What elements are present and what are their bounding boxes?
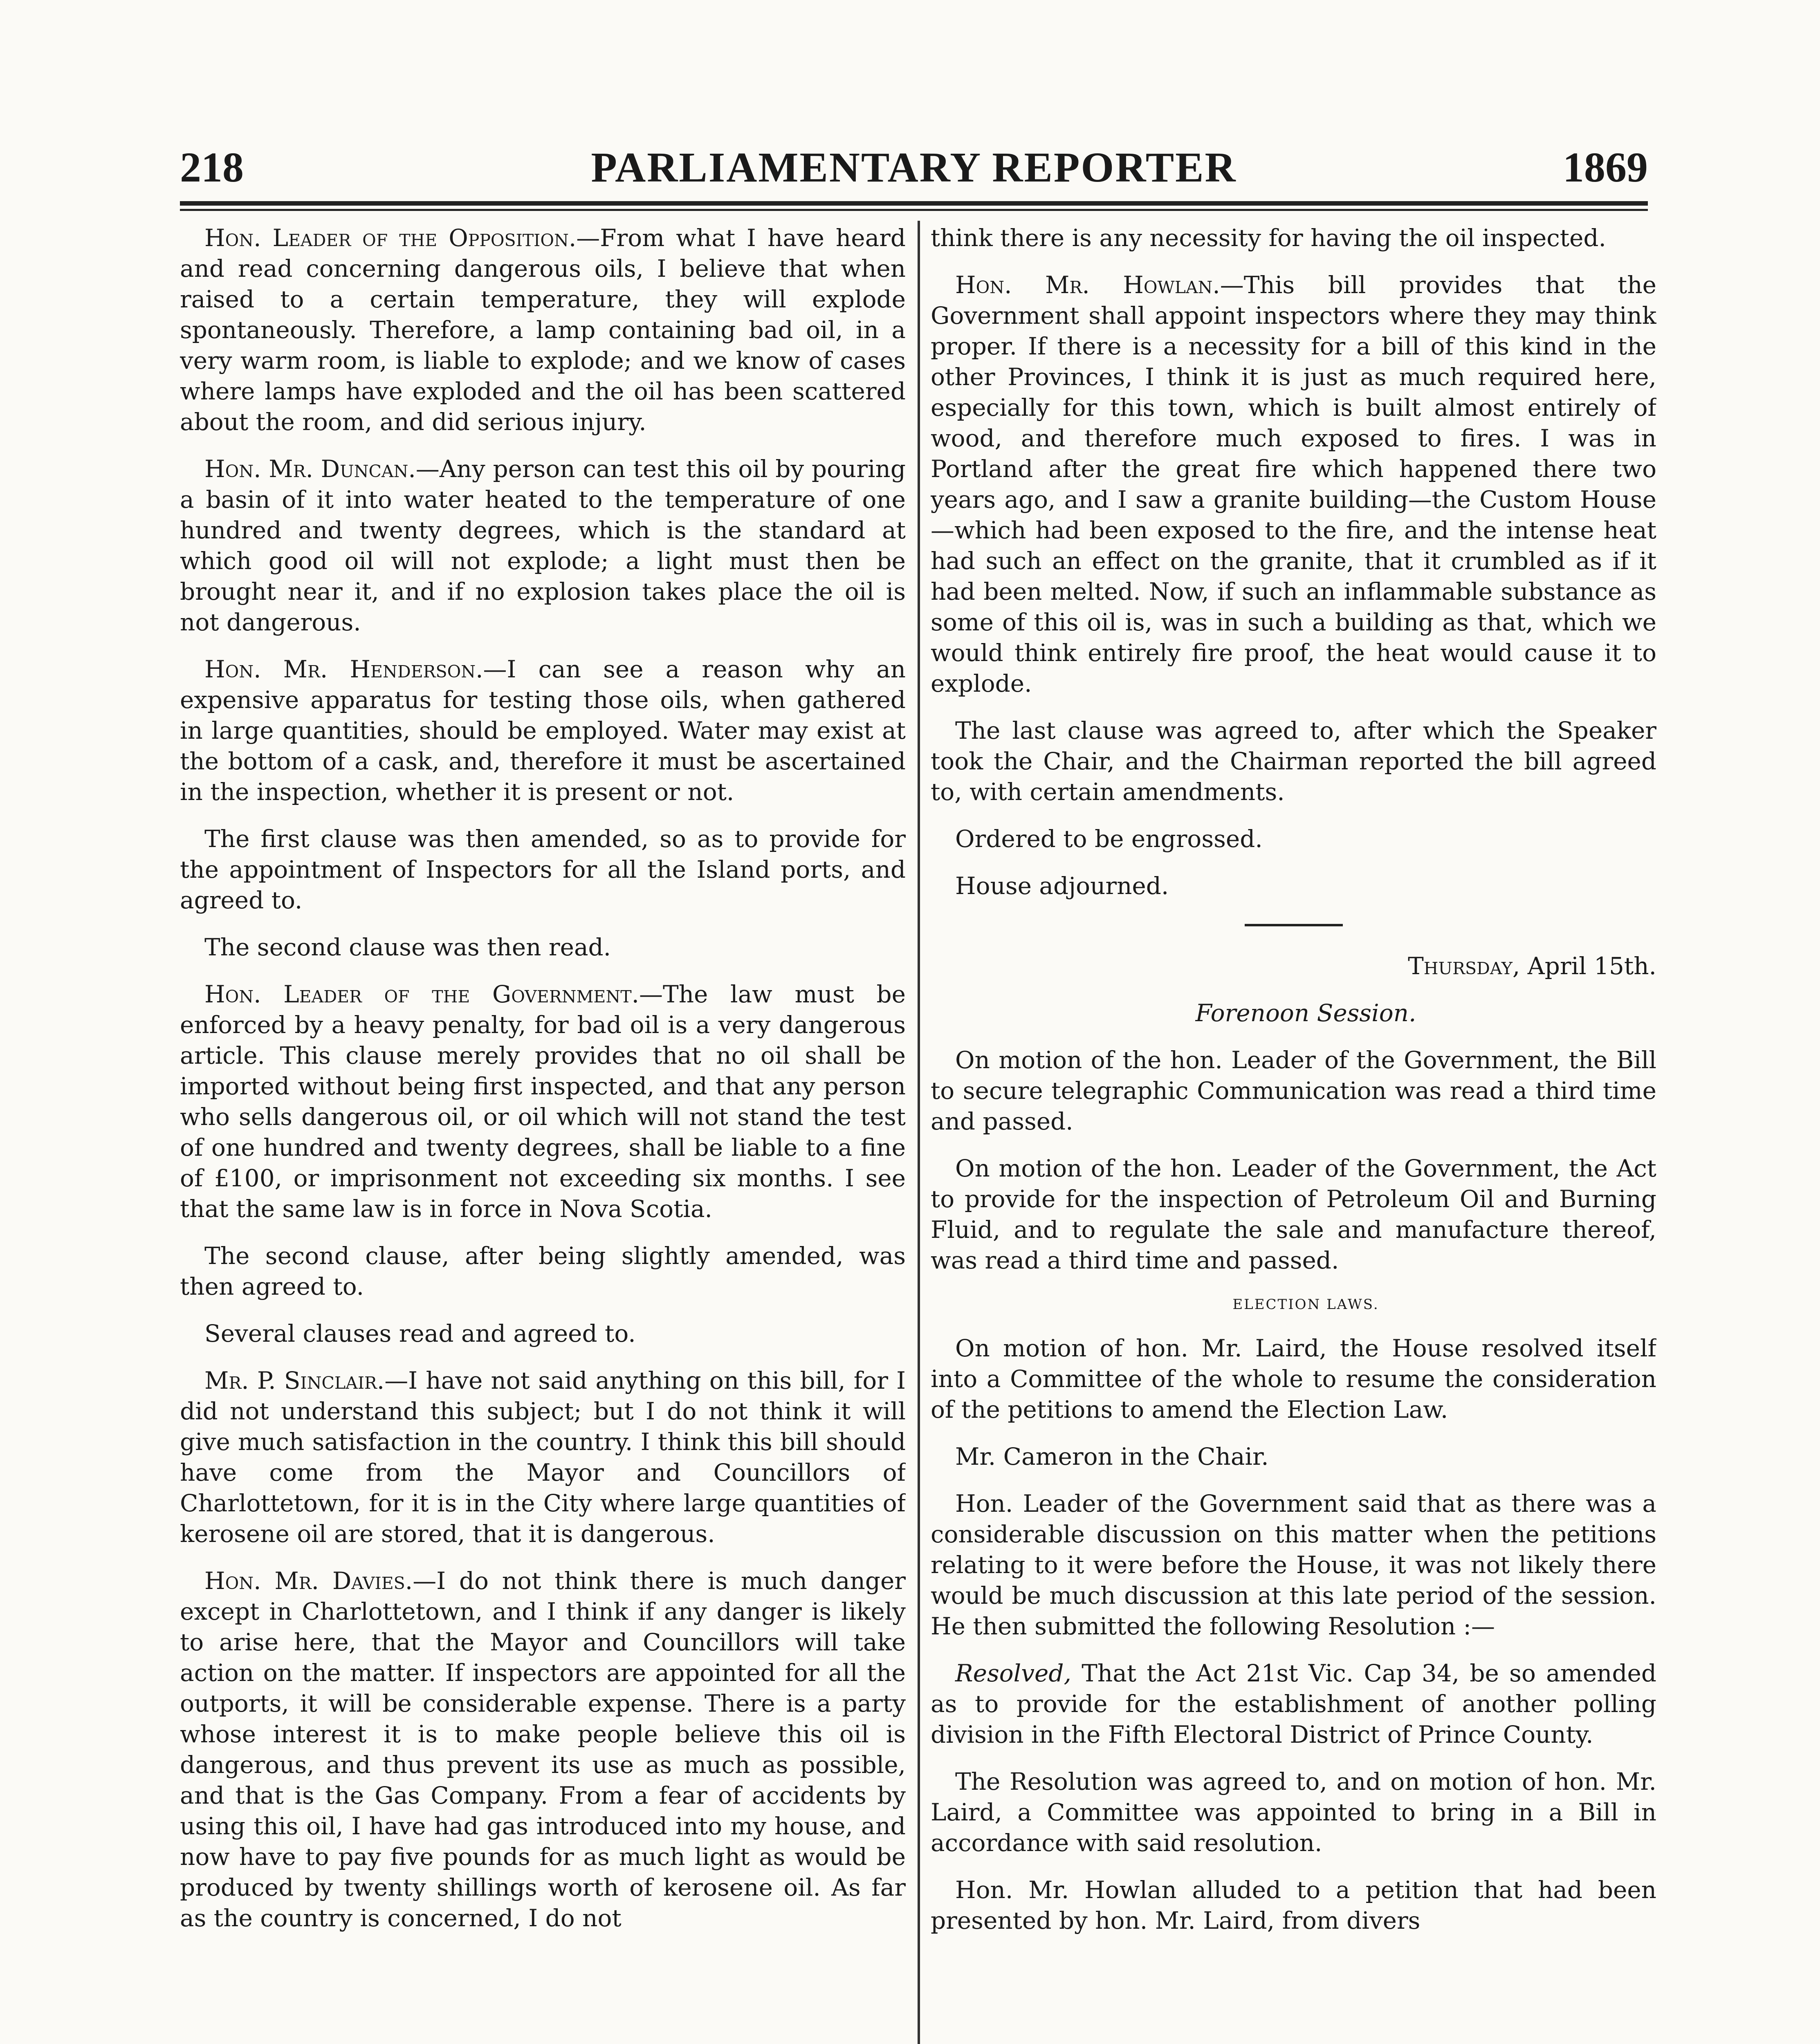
speaker-name: Hon. Mr. Henderson. xyxy=(204,655,483,683)
paragraph xyxy=(931,1045,1656,1137)
left-column xyxy=(180,223,906,2044)
paragraph xyxy=(180,824,906,916)
speaker-name: Hon. Leader of the Government. xyxy=(204,980,640,1008)
paragraph xyxy=(931,871,1656,901)
paragraph xyxy=(931,1488,1656,1642)
publication-title: PARLIAMENTARY REPORTER xyxy=(591,144,1237,191)
paragraph xyxy=(931,223,1656,253)
paragraph-text: The first clause was then amended, so as to provide for the appointment of Inspectors for all the Island ports, and agreed to. xyxy=(180,825,906,914)
session-heading: Forenoon Session. xyxy=(1195,999,1416,1027)
paragraph xyxy=(180,932,906,963)
paragraph-text: Several clauses read and agreed to. xyxy=(204,1320,636,1347)
paragraph xyxy=(180,654,906,807)
right-column xyxy=(931,223,1656,2044)
paragraph xyxy=(180,979,906,1224)
paragraph xyxy=(180,1566,906,1934)
paragraph-text: The Resolution was agreed to, and on motion of hon. Mr. Laird, a Committee was appointed to bring in a Bill in accordance with said resolution. xyxy=(931,1768,1656,1857)
paragraph xyxy=(180,1241,906,1302)
paragraph-text: The second clause was then read. xyxy=(204,933,611,961)
speaker-name: Hon. Mr. Davies. xyxy=(204,1567,413,1595)
paragraph xyxy=(180,1318,906,1349)
paragraph xyxy=(180,454,906,638)
paragraph-text: —I do not think there is much danger except in Charlottetown, and I think if any danger is likely to arise here, that the Mayor and Councillors will take action on the matter. If inspectors are appointed for all the outports, it will be considerable expense. There is a party whose interest it is to make people believe this oil is dangerous, and thus prevent its use as much as possible, and that is the Gas Company. From a fear of accidents by using this oil, I have had gas introduced into my house, and now have to pay five pounds for as much light as would be produced by twenty shillings worth of kerosene oil. As far as the country is concerned, I do not xyxy=(180,1567,906,1932)
paragraph xyxy=(180,223,906,437)
date-day: Thursday, xyxy=(1408,952,1520,980)
paragraph xyxy=(931,1153,1656,1276)
header-rule xyxy=(180,201,1648,211)
paragraph xyxy=(931,1875,1656,1936)
section-subheading: ELECTION LAWS. xyxy=(1232,1296,1379,1313)
paragraph xyxy=(931,1441,1656,1472)
paragraph-text: —The law must be enforced by a heavy penalty, for bad oil is a very dangerous article. This clause merely provides that no oil shall be imported without being first inspected, and that any person who sells dangerous oil, or oil which will not stand the test of one hundred and twenty degrees, shall be liable to a fine of £100, or imprisonment not exceeding six months. I see that the same law is in force in Nova Scotia. xyxy=(180,980,906,1223)
paragraph xyxy=(931,715,1656,807)
paragraph-text: —I can see a reason why an expensive apparatus for testing those oils, when gathered in large quantities, should be employed. Water may exist at the bottom of a cask, and, therefore it must be ascertained in the inspection, whether it is present or not. xyxy=(180,655,906,806)
paragraph-text: On motion of the hon. Leader of the Government, the Act to provide for the inspection of Petroleum Oil and Burning Fluid, and to regulate the sale and manufacture thereof, was read a third time and passed. xyxy=(931,1154,1656,1274)
paragraph-text: —Any person can test this oil by pouring a basin of it into water heated to the temperature of one hundred and twenty degrees, which is the standard at which good oil will not explode; a light must then be brought near it, and if no explosion takes place the oil is not dangerous. xyxy=(180,455,906,636)
date-rest: April 15th. xyxy=(1520,952,1656,980)
paragraph-text: Hon. Leader of the Government said that as there was a considerable discussion on this matter when the petitions relating to it were before the House, it was not likely there would be much discussion at this late period of the session. He then submitted the following Resolution :— xyxy=(931,1490,1656,1640)
speaker-name: Hon. Mr. Duncan. xyxy=(204,455,416,483)
year: 1869 xyxy=(1563,144,1648,191)
paragraph xyxy=(931,270,1656,699)
paragraph xyxy=(931,1766,1656,1858)
section-divider xyxy=(1245,924,1343,926)
paragraph-lead: Resolved, xyxy=(955,1659,1071,1687)
paragraph xyxy=(931,1333,1656,1425)
date-heading xyxy=(931,951,1656,982)
column-divider xyxy=(918,221,920,2044)
speaker-name: Hon. Leader of the Opposition. xyxy=(204,224,577,252)
paragraph xyxy=(931,1658,1656,1750)
paragraph-text: House adjourned. xyxy=(955,872,1169,900)
speaker-name: Hon. Mr. Howlan. xyxy=(955,271,1220,299)
paragraph-text: —This bill provides that the Government shall appoint inspectors where they may think proper. If there is a necessity for a bill of this kind in the other Provinces, I think it is just as much required here, especially for this town, which is built almost entirely of wood, and therefore much exposed to fires. I was in Portland after the great fire which happened there two years ago, and I saw a granite building—the Custom House—which had been exposed to the fire, and the intense heat had such an effect on the granite, that it crumbled as if it had been melted. Now, if such an inflammable substance as some of this oil is, was in such a building as that, which we would think entirely fire proof, the heat would cause it to explode. xyxy=(931,271,1656,697)
page-number: 218 xyxy=(180,144,244,191)
paragraph-text: The second clause, after being slightly amended, was then agreed to. xyxy=(180,1242,906,1300)
paragraph-text: Ordered to be engrossed. xyxy=(955,825,1263,853)
paragraph-text: Mr. Cameron in the Chair. xyxy=(955,1443,1269,1470)
paragraph xyxy=(180,1365,906,1549)
paragraph-text: That the Act 21st Vic. Cap 34, be so amended as to provide for the establishment of another polling division in the Fifth Electoral District of Prince County. xyxy=(931,1659,1656,1748)
paragraph-text: The last clause was agreed to, after which the Speaker took the Chair, and the Chairman reported the bill agreed to, with certain amendments. xyxy=(931,717,1656,806)
paragraph-text: think there is any necessity for having the oil inspected. xyxy=(931,224,1606,252)
paragraph-text: On motion of the hon. Leader of the Government, the Bill to secure telegraphic Communication was read a third time and passed. xyxy=(931,1046,1656,1135)
paragraph-text: Hon. Mr. Howlan alluded to a petition that had been presented by hon. Mr. Laird, from divers xyxy=(931,1876,1656,1934)
running-head xyxy=(180,143,1648,192)
speaker-name: Mr. P. Sinclair. xyxy=(204,1367,385,1394)
paragraph xyxy=(931,824,1656,854)
paragraph-text: On motion of hon. Mr. Laird, the House resolved itself into a Committee of the whole to resume the consideration of the petitions to amend the Election Law. xyxy=(931,1334,1656,1423)
paragraph-text: —From what I have heard and read concerning dangerous oils, I believe that when raised to a certain temperature, they will explode spontaneously. Therefore, a lamp containing bad oil, in a very warm room, is liable to explode; and we know of cases where lamps have exploded and the oil has been scattered about the room, and did serious injury. xyxy=(180,224,906,436)
paragraph-text: —I have not said anything on this bill, for I did not understand this subject; but I do not think it will give much satisfaction in the country. I think this bill should have come from the Mayor and Councillors of Charlottetown, for it is in the City where large quantities of kerosene oil are stored, that it is dangerous. xyxy=(180,1367,906,1548)
